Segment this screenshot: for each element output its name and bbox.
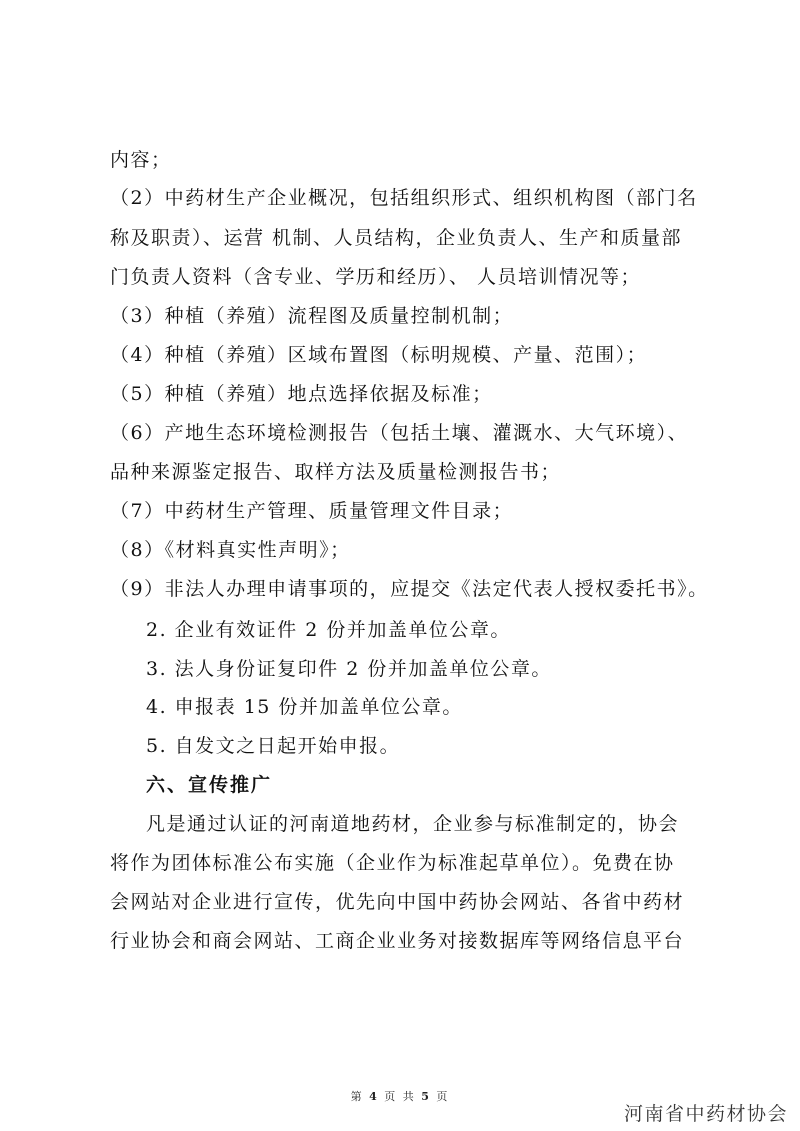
body-line: 行业协会和商会网站、工商企业业务对接数据库等网络信息平台 — [110, 930, 685, 952]
section-heading: 六、宣传推广 — [146, 774, 273, 796]
body-line: 凡是通过认证的河南道地药材，企业参与标准制定的，协会 — [146, 813, 680, 835]
body-line: （2）中药材生产企业概况，包括组织形式、组织机构图（部门名 — [110, 187, 698, 209]
body-line: 品种来源鉴定报告、取样方法及质量检测报告书； — [110, 461, 562, 483]
body-line: （3）种植（养殖）流程图及质量控制机制； — [110, 305, 514, 327]
body-line: 称及职责）、运营 机制、人员结构，企业负责人、生产和质量部 — [110, 227, 683, 249]
footer-middle: 页 共 — [384, 1090, 416, 1103]
body-line: 3. 法人身份证复印件 2 份并加盖单位公章。 — [146, 658, 552, 680]
body-line: 内容； — [110, 149, 172, 171]
body-line: （4）种植（养殖）区域布置图（标明规模、产量、范围）； — [110, 344, 648, 366]
body-line: （5）种植（养殖）地点选择依据及标准； — [110, 383, 493, 405]
body-line: 2. 企业有效证件 2 份并加盖单位公章。 — [146, 619, 511, 641]
body-line: （6）产地生态环境检测报告（包括土壤、灌溉水、大气环境）、 — [110, 422, 689, 444]
body-line: 门负责人资料（含专业、学历和经历）、 人员培训情况等； — [110, 266, 642, 288]
body-line: （9）非法人办理申请事项的，应提交《法定代表人授权委托书》。 — [110, 578, 709, 600]
footer-suffix: 页 — [436, 1090, 450, 1103]
body-line: （8）《材料真实性声明》； — [110, 539, 351, 561]
body-line: 会网站对企业进行宣传，优先向中国中药协会网站、各省中药材 — [110, 891, 685, 913]
body-line: 4. 申报表 15 份并加盖单位公章。 — [146, 696, 463, 718]
footer-prefix: 第 — [350, 1090, 364, 1103]
footer-current-page: 4 — [369, 1090, 379, 1103]
body-line: 将作为团体标准公布实施（企业作为标准起草单位）。免费在协 — [110, 852, 675, 874]
footer-total-pages: 5 — [421, 1090, 431, 1103]
body-line: （7）中药材生产管理、质量管理文件目录； — [110, 500, 514, 522]
body-line: 5. 自发文之日起开始申报。 — [146, 735, 401, 757]
watermark: 河南省中药材协会 — [623, 1103, 788, 1125]
